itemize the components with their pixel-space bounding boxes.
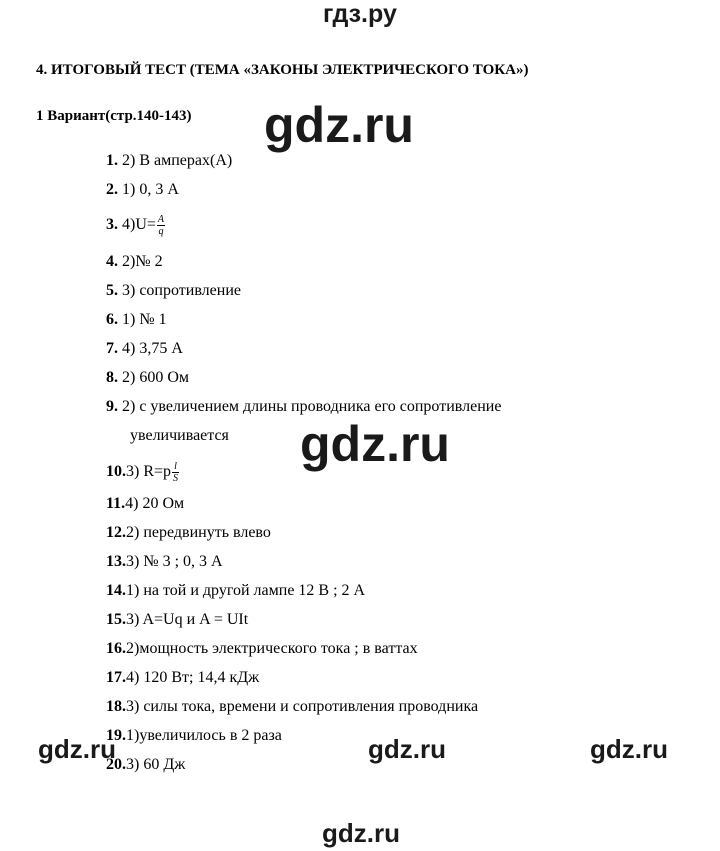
answer-item	[106, 756, 185, 774]
answer-item	[106, 398, 501, 416]
answer-text: 1) на той и другой лампе 12 В ; 2 А	[126, 582, 366, 599]
answer-text: 2)мощность электрического тока ; в ваттах	[126, 640, 418, 657]
answer-number: 10.	[106, 463, 126, 481]
answer-text: 2) 600 Ом	[122, 369, 190, 386]
answer-number: 7.	[106, 340, 118, 357]
answer-text: 3) 60 Дж	[126, 756, 186, 773]
answer-text: 3) силы тока, времени и сопротивления проводника	[126, 698, 479, 715]
answer-item	[106, 553, 223, 571]
answer-text: 1)увеличилось в 2 раза	[126, 727, 282, 744]
answer-item	[106, 495, 184, 513]
answer-text: 3) R=p	[126, 463, 172, 481]
answer-continuation: увеличивается	[130, 427, 229, 444]
answer-number: 19.	[106, 727, 126, 744]
answer-number: 13.	[106, 553, 126, 570]
answer-item	[106, 253, 163, 271]
answer-text: 2) передвинуть влево	[126, 524, 271, 541]
answer-item	[106, 727, 282, 745]
answer-item	[106, 461, 179, 484]
fraction-denominator: q	[158, 226, 164, 237]
answer-number: 3.	[106, 216, 118, 234]
answer-number: 6.	[106, 311, 118, 328]
test-title: 4. ИТОГОВЫЙ ТЕСТ (ТЕМА «ЗАКОНЫ ЭЛЕКТРИЧЕСКОГО ТОКА»)	[36, 62, 529, 78]
answer-text: 1) 0, 3 А	[122, 181, 179, 198]
answer-text: 2) В амперах(А)	[122, 152, 233, 169]
watermark-footer: gdz.ru	[322, 818, 400, 848]
answer-text: 4)U=	[122, 216, 156, 234]
answer-item	[106, 611, 248, 629]
answer-item	[106, 340, 183, 358]
watermark-bottom-center: gdz.ru	[368, 734, 446, 764]
formula-fraction	[157, 214, 165, 237]
answer-text: 1) № 1	[122, 311, 167, 328]
answer-text: 2)№ 2	[122, 253, 163, 270]
answer-item	[106, 214, 165, 237]
watermark-bottom-right: gdz.ru	[590, 734, 668, 764]
answer-number: 8.	[106, 369, 118, 386]
answer-number: 15.	[106, 611, 126, 628]
fraction-numerator: A	[157, 214, 165, 225]
answer-text: 4) 20 Ом	[125, 495, 185, 512]
answer-item	[106, 640, 418, 658]
answer-number: 14.	[106, 582, 126, 599]
answer-item	[106, 369, 189, 387]
answer-number: 20.	[106, 756, 126, 773]
watermark-top: гдз.ру	[323, 0, 397, 28]
watermark-large-1: gdz.ru	[264, 97, 414, 153]
answer-number: 18.	[106, 698, 126, 715]
answer-number: 1.	[106, 152, 118, 169]
answer-item	[106, 181, 179, 199]
answer-number: 4.	[106, 253, 118, 270]
answer-item	[106, 282, 241, 300]
formula-fraction	[172, 461, 179, 484]
answer-text: 3) № 3 ; 0, 3 А	[126, 553, 223, 570]
answer-number: 2.	[106, 181, 118, 198]
answer-number: 5.	[106, 282, 118, 299]
answer-item	[106, 669, 259, 687]
answer-text: 2) с увеличением длины проводника его сопротивление	[122, 398, 502, 415]
answer-text: 3) A=Uq и A = UIt	[126, 611, 249, 628]
answer-number: 11.	[106, 495, 126, 512]
variant-title: 1 Вариант(стр.140-143)	[36, 108, 192, 124]
answer-number: 17.	[106, 669, 126, 686]
answer-number: 9.	[106, 398, 118, 415]
watermark-large-2: gdz.ru	[300, 416, 450, 472]
answer-number: 16.	[106, 640, 126, 657]
answer-item	[106, 524, 271, 542]
answer-text: 4) 3,75 А	[122, 340, 183, 357]
answer-item	[106, 582, 365, 600]
fraction-denominator: S	[173, 473, 179, 484]
answer-text: 3) сопротивление	[122, 282, 241, 299]
answer-item	[106, 698, 478, 716]
answer-text: 4) 120 Вт; 14,4 кДж	[126, 669, 260, 686]
answer-item	[106, 311, 167, 329]
watermark-bottom-left: gdz.ru	[38, 734, 116, 764]
fraction-numerator: l	[172, 461, 179, 473]
answer-number: 12.	[106, 524, 126, 541]
answer-item	[106, 152, 232, 170]
